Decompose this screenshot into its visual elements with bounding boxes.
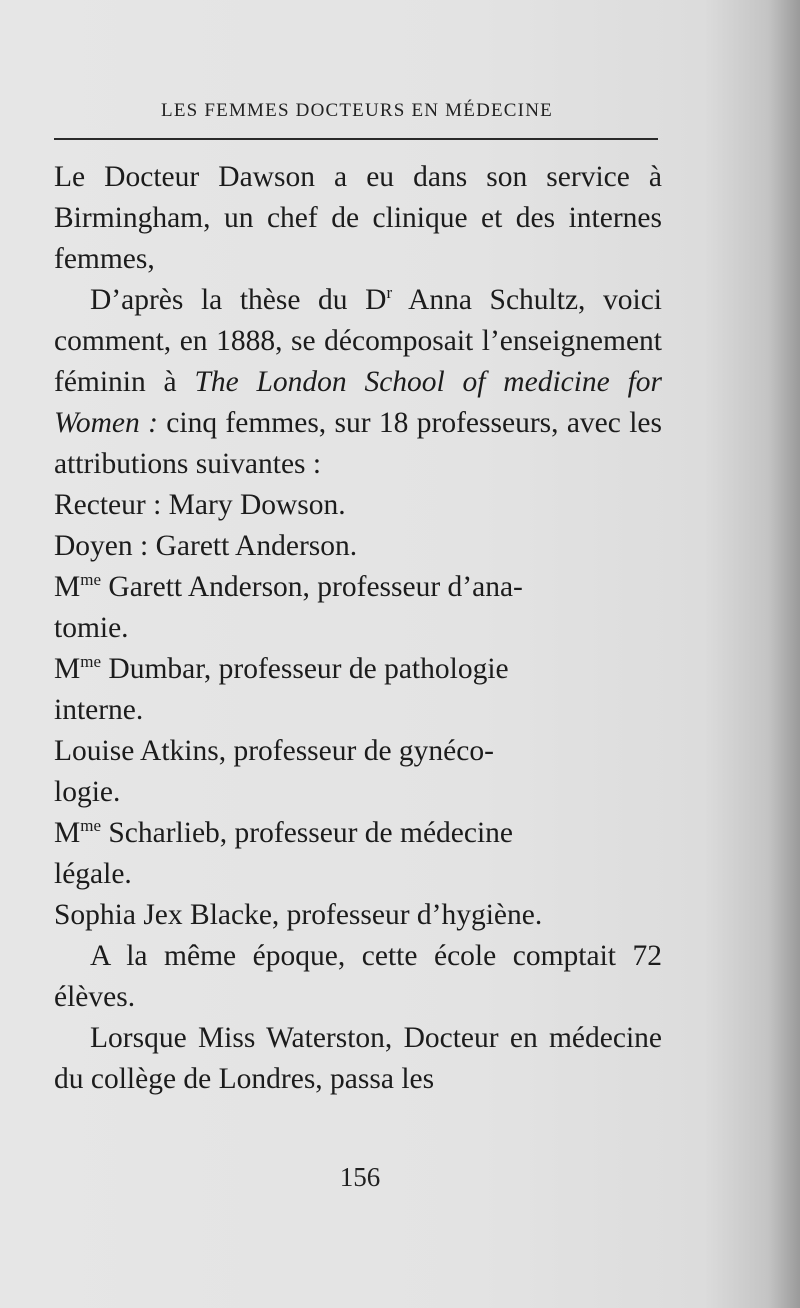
paragraph-birmingham: Le Docteur Dawson a eu dans son service à Birmingham, un chef de clinique et des internes femmes, [54, 161, 662, 275]
school-name-italic: The London School of medicine for Women : [54, 366, 662, 439]
body-text [54, 157, 662, 1100]
list-item-dumbar-cont: interne. [54, 694, 144, 726]
scharlieb-text: Scharlieb, professeur de médecine [101, 817, 514, 849]
page-number: 156 [339, 1162, 381, 1192]
list-item-recteur: Recteur : Mary Dowson. [54, 489, 346, 521]
schultz-text-c: cinq femmes, sur 18 professeurs, avec les attributions suivantes : [54, 407, 662, 480]
list-item-doyen: Doyen : Garett Anderson. [54, 530, 358, 562]
dumbar-text: Dumbar, professeur de pathologie [101, 653, 509, 685]
schultz-text-b: Anna Schultz, voici comment, en 1888, se décomposait l’enseignement féminin à [54, 284, 662, 398]
list-item-scharlieb [54, 813, 662, 854]
paragraph-schultz [54, 280, 662, 485]
title-superscript: me [80, 570, 102, 589]
title-abbrev: M [54, 817, 81, 849]
list-item-atkins: Louise Atkins, professeur de gynéco- [54, 735, 494, 767]
list-item-anderson [54, 567, 662, 608]
list-item-jex-blacke: Sophia Jex Blacke, professeur d’hygiène. [54, 899, 543, 931]
title-abbrev: M [54, 571, 81, 603]
title-abbrev: M [54, 653, 81, 685]
list-item-dumbar [54, 649, 662, 690]
paragraph-eleves: A la même époque, cette école comptait 72 élèves. [54, 940, 662, 1013]
paragraph-waterston: Lorsque Miss Waterston, Docteur en médecine du collège de Londres, passa les [54, 1022, 662, 1095]
list-item-anderson-cont: tomie. [54, 612, 129, 644]
anderson-text: Garett Anderson, professeur d’ana- [101, 571, 523, 603]
running-head: LES FEMMES DOCTEURS EN MÉDECINE [161, 100, 553, 121]
schultz-text-a: D’après la thèse du D [90, 284, 387, 316]
list-item-scharlieb-cont: légale. [54, 858, 132, 890]
title-superscript: me [80, 652, 102, 671]
header-rule [54, 138, 658, 140]
title-superscript: me [80, 816, 102, 835]
doctor-superscript: r [386, 283, 393, 302]
list-item-atkins-cont: logie. [54, 776, 121, 808]
